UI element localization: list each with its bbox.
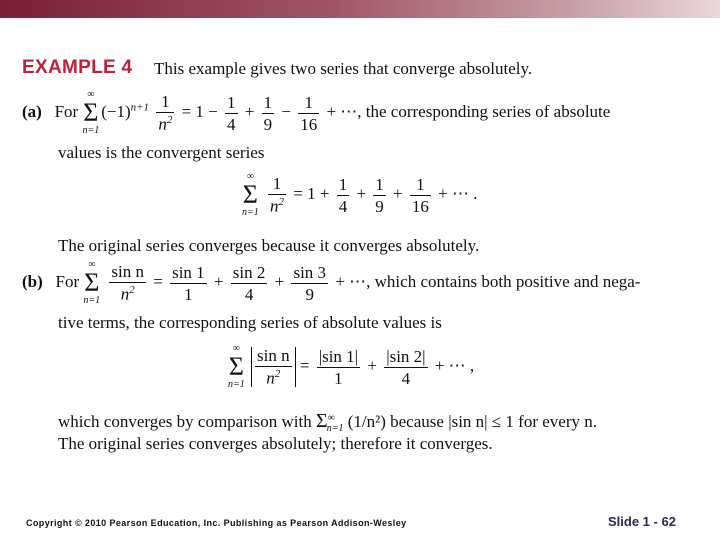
- fraction-2: $\frac{\sin 2}{4}$: [232, 262, 266, 304]
- abs-fraction-1: $\frac{|\sin 1|}{1}$: [318, 346, 359, 388]
- part-b-line2: tive terms, the corresponding series of absolute values is: [58, 313, 442, 332]
- part-a-abs-series: [242, 172, 477, 218]
- abs-fraction-2: $\frac{1}{9}$: [375, 174, 384, 216]
- abs-tail: + ⋯ ,: [434, 355, 475, 375]
- equals: =: [299, 355, 310, 375]
- operator: +: [367, 355, 377, 375]
- abs-tail: + ⋯ .: [438, 183, 478, 203]
- part-a-line1: [22, 90, 610, 136]
- operator: +: [213, 271, 224, 291]
- part-a-conclusion: The original series converges because it converges absolutely.: [58, 236, 480, 255]
- term-fraction: $\frac{\text{sin n}}{n^2}$: [111, 262, 144, 304]
- operator: +: [356, 183, 367, 203]
- equals-one: = 1 −: [181, 101, 218, 121]
- equals: =: [153, 271, 163, 291]
- part-b-for: For: [55, 271, 80, 291]
- abs-fraction-1: $\frac{1}{4}$: [338, 174, 348, 216]
- slide-number: Slide 1 - 62: [608, 514, 676, 529]
- fraction-3: $\frac{1}{16}$: [300, 92, 318, 134]
- part-b-label: (b): [22, 271, 43, 291]
- equals-one: = 1 +: [293, 183, 330, 203]
- fraction-3: $\frac{\sin 3}{9}$: [293, 262, 327, 304]
- abs-term-fraction: $\frac{1}{n^2}$: [270, 174, 284, 216]
- part-b-line3: which converges by comparison with $\Sigma^\infty_{n=1}$ (1/n²) because |sin n| ≤ 1 for every n.: [58, 410, 597, 435]
- fraction-1: $\frac{1}{4}$: [227, 92, 236, 134]
- term-fraction: $\frac{1}{n^2}$: [158, 92, 173, 134]
- sigma-symbol: ∞ Σ n=1: [242, 171, 259, 218]
- operator: +: [393, 183, 403, 203]
- abs-bars: $\frac{\text{sin n}}{n^2}$: [251, 347, 296, 387]
- part-b-line1: [22, 260, 640, 306]
- part-b-tail: + ⋯, which contains both positive and nega-: [335, 271, 641, 291]
- sigma-symbol: ∞ Σ n=1: [83, 259, 101, 306]
- part-a-for: For: [54, 101, 79, 121]
- fraction-1: $\frac{\sin 1}{1}$: [172, 262, 205, 304]
- sigma-symbol: ∞ Σ n=1: [228, 343, 245, 390]
- sigma-symbol: ∞ Σ n=1: [82, 89, 100, 136]
- example-label: EXAMPLE 4: [22, 57, 133, 78]
- part-b-line4: The original series converges absolutely; therefore it converges.: [58, 434, 493, 453]
- sign-exponent: n+1: [130, 101, 150, 114]
- part-a-label: (a): [22, 101, 42, 121]
- comparison-term: (1/n²): [347, 412, 386, 431]
- operator: +: [274, 271, 285, 291]
- abs-fraction-2: $\frac{|\sin 2|}{4}$: [386, 346, 426, 388]
- operator: +: [244, 101, 255, 121]
- copyright: Copyright © 2010 Pearson Education, Inc. Publishing as Pearson Addison-Wesley: [26, 518, 407, 528]
- comparison-reason: because |sin n| ≤ 1 for every n.: [390, 412, 597, 431]
- comparison-text: which converges by comparison with: [58, 412, 312, 431]
- part-a-line2: values is the convergent series: [58, 143, 265, 162]
- fraction-2: $\frac{1}{9}$: [263, 92, 273, 134]
- top-banner: [0, 0, 720, 18]
- sign-base: (−1): [101, 101, 131, 121]
- part-b-abs-series: [228, 344, 474, 390]
- operator: −: [281, 101, 291, 121]
- part-a-tail: + ⋯, the corresponding series of absolute: [326, 101, 611, 121]
- abs-fraction-3: $\frac{1}{16}$: [411, 174, 429, 216]
- example-intro: This example gives two series that converge absolutely.: [154, 59, 533, 78]
